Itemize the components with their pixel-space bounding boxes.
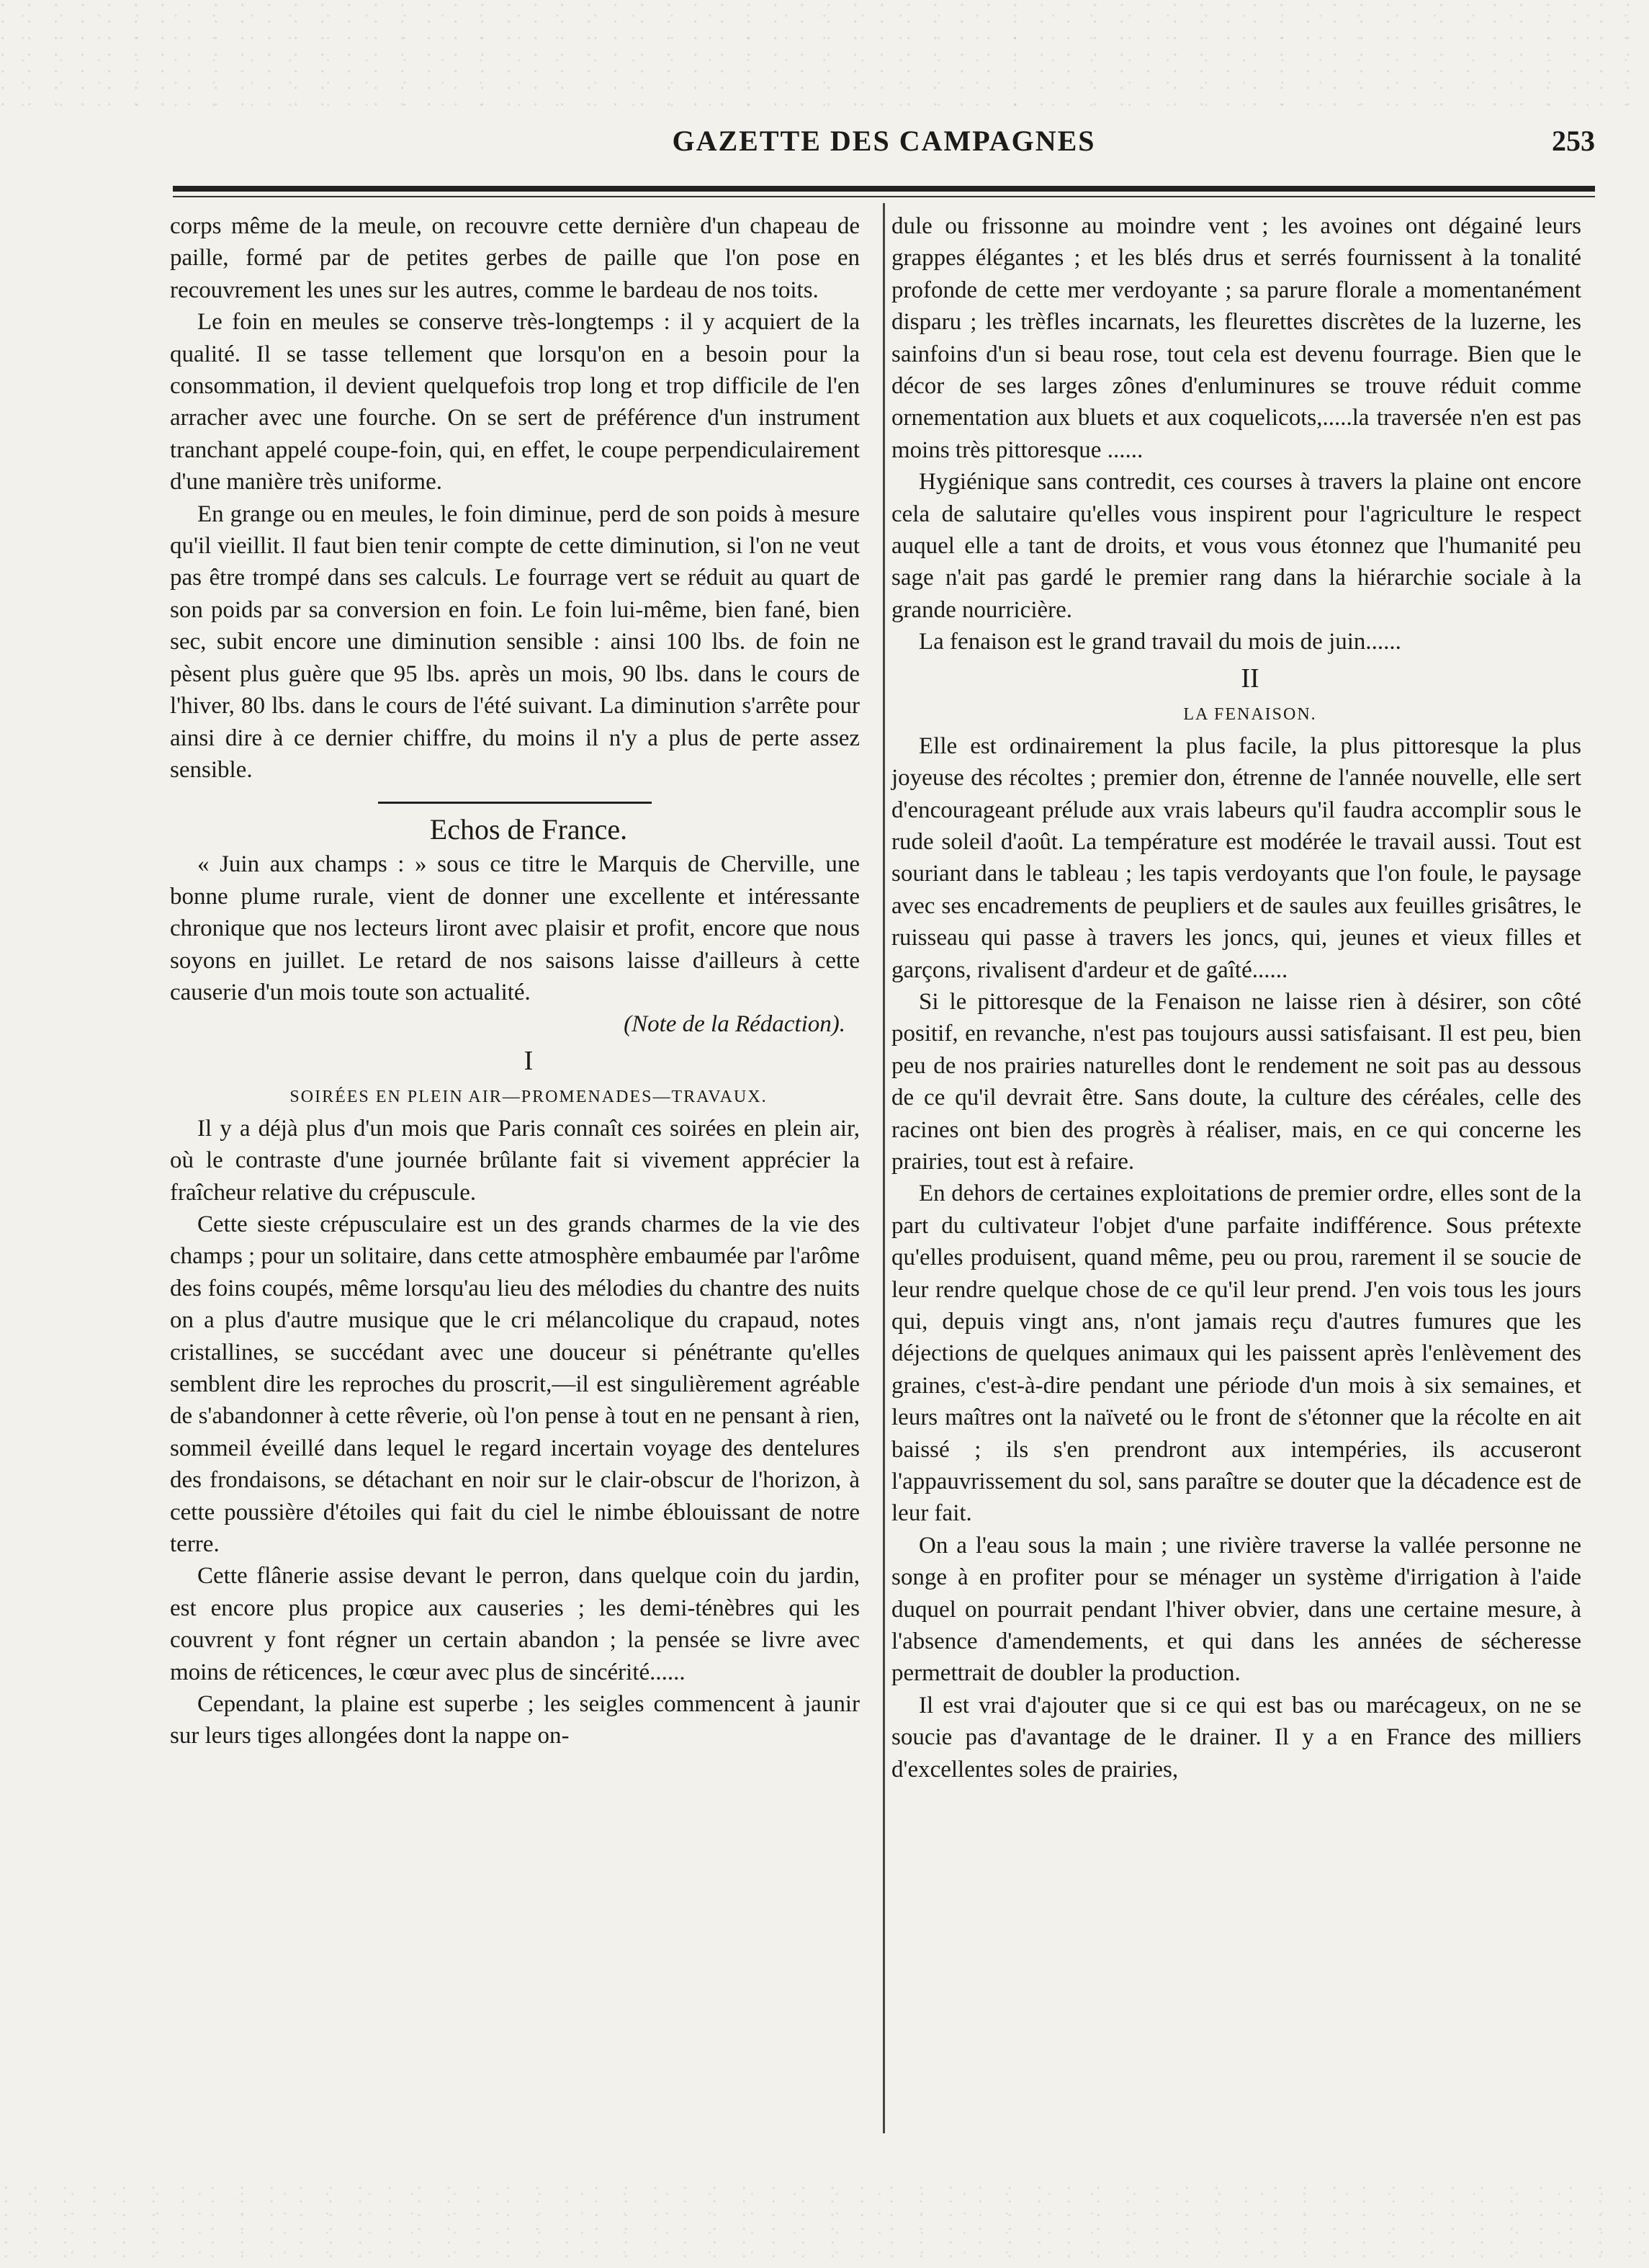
- paragraph: Si le pittoresque de la Fenaison ne laisse rien à désirer, son côté positif, en revanche, n'est pas toujours aussi satisfaisant. Il est peu, bien peu de nos prairies naturelles dont le rendement ne soit pas au dessous de ce qu'il devrait être. Sans doute, la culture des céréales, celle des racines ont bien des progrès à réaliser, mais, en ce qui concerne les prairies, tout est à refaire.: [891, 988, 1581, 1175]
- paragraph: Il y a déjà plus d'un mois que Paris connaît ces soirées en plein air, où le contraste d'une journée brûlante fait si vivement apprécier la fraîcheur relative du crépuscule.: [170, 1115, 860, 1206]
- paragraph: On a l'eau sous la main ; une rivière traverse la vallée personne ne songe à en profiter pour se ménager un système d'irrigation à l'aide duquel on pourrait pendant l'hiver obvier, dans une certaine mesure, à l'absence d'amendements, et qui dans les années de sécheresse permettrait de doubler la production.: [891, 1532, 1581, 1687]
- attribution: (Note de la Rédaction).: [624, 1011, 845, 1038]
- part-number: I: [524, 1045, 534, 1076]
- column-divider: [883, 203, 885, 2133]
- paragraph: En grange ou en meules, le foin diminue, perd de son poids à mesure qu'il vieillit. Il faut bien tenir compte de cette diminution, si l'on ne veut pas être trompé dans ses calculs. Le fourrage vert se réduit au quart de son poids par sa conversion en foin. Le foin lui-même, bien fané, bien sec, subit encore une diminution sensible : ainsi 100 lbs. de foin ne pèsent plus guère que 95 lbs. après un mois, 90 lbs. dans le cours de l'hiver, 80 lbs. dans le cours de l'été suivant. La diminution s'arrête pour ainsi dire à ce dernier chiffre, du moins il n'y a plus de perte assez sensible.: [170, 501, 860, 783]
- right-column: [891, 210, 1581, 1785]
- paragraph: Cette flânerie assise devant le perron, dans quelque coin du jardin, est encore plus propice aux causeries ; les demi-ténèbres qui les couvrent y font régner un certain abandon ; la pensée se livre avec moins de réticences, le cœur avec plus de sincérité......: [170, 1563, 860, 1685]
- section-heading: Echos de France.: [429, 813, 628, 846]
- paragraph: Le foin en meules se conserve très-longtemps : il y acquiert de la qualité. Il se tasse tellement que lorsqu'on en a besoin pour la consommation, il devient quelquefois trop long et trop difficile de l'en arracher avec une fourche. On se sert de préférence d'un instrument tranchant appelé coupe-foin, qui, en effet, le coupe perpendiculairement d'une manière très uniforme.: [170, 309, 860, 496]
- paragraph: Elle est ordinairement la plus facile, la plus pittoresque la plus joyeuse des récoltes ; premier don, étrenne de l'année nouvelle, elle sert d'encourageant prélude aux vrais labeurs qu'il faudra accomplir sous le rude soleil d'août. La température est modérée le travail aussi. Tout est souriant dans le tableau ; les tapis verdoyants que l'on foule, le paysage avec ses encadrements de peupliers et de saules aux feuilles grisâtres, le ruisseau qui passe à travers les joncs, qui, jeunes et vieux filles et garçons, rivalisent d'ardeur et de gaîté......: [891, 732, 1581, 983]
- page-header: [173, 121, 1595, 164]
- paragraph: Hygiénique sans contredit, ces courses à travers la plaine ont encore cela de salutaire qu'elles vous inspirent pour l'agriculture le respect auquel elle a tant de droits, et vous vous étonnez que l'humanité peu sage n'ait pas gardé le premier rang dans la hiérarchie sociale à la grande nourricière.: [891, 469, 1581, 623]
- paragraph: « Juin aux champs : » sous ce titre le Marquis de Cherville, une bonne plume rurale, vient de donner une excellente et intéressante chronique que nos lecteurs liront avec plaisir et profit, encore que nous soyons en juillet. Le retard de nos saisons laisse d'ailleurs à cette causerie d'un mois toute son actualité.: [170, 851, 860, 1005]
- scan-noise-bottom: [0, 2182, 1649, 2268]
- page-number: 253: [1552, 125, 1595, 157]
- part-number: II: [1241, 663, 1259, 694]
- paragraph: dule ou frissonne au moindre vent ; les avoines ont dégainé leurs grappes élégantes ; et les blés drus et serrés fournissent à la tonalité profonde de cette mer verdoyante ; sa parure florale a momentanément disparu ; les trèfles incarnats, les fleurettes discrètes de la luzerne, les sainfoins d'un si beau rose, tout cela est devenu fourrage. Bien que le décor de ses larges zônes d'enluminures se trouve réduit comme ornementation aux bluets et aux coquelicots,.....la traversée n'en est pas moins très pittoresque ......: [891, 213, 1581, 463]
- header-rule-thick: [173, 186, 1595, 192]
- left-column: [170, 210, 860, 1752]
- running-title: GAZETTE DES CAMPAGNES: [672, 125, 1096, 157]
- paragraph: Cependant, la plaine est superbe ; les seigles commencent à jaunir sur leurs tiges allongées dont la nappe on-: [170, 1691, 860, 1749]
- section-separator: [378, 802, 652, 804]
- header-rule-thin: [173, 196, 1595, 197]
- paragraph: corps même de la meule, on recouvre cette dernière d'un chapeau de paille, formé par de petites gerbes de paille que l'on pose en recouvrement les unes sur les autres, comme le bardeau de nos toits.: [170, 213, 860, 303]
- subheading: SOIRÉES EN PLEIN AIR—PROMENADES—TRAVAUX.: [289, 1087, 768, 1106]
- paragraph: Cette sieste crépusculaire est un des grands charmes de la vie des champs ; pour un solitaire, dans cette atmosphère embaumée par l'arôme des foins coupés, même lorsqu'au lieu des mélodies du chantre des nuits on a plus d'autre musique que le cri mélancolique du crapaud, notes cristallines, se succédant avec une douceur si pénétrante qu'elles semblent dire les reproches du proscrit,—il est singulièrement agréable de s'abandonner à cette rêverie, où l'on pense à tout en ne pensant à rien, sommeil éveillé dans lequel le regard incertain voyage des dentelures des frondaisons, se détachant en noir sur le clair-obscur de l'horizon, à cette poussière d'étoiles qui fait du ciel le nimbe éblouissant de notre terre.: [170, 1211, 861, 1558]
- paragraph: Il est vrai d'ajouter que si ce qui est bas ou marécageux, on ne se soucie pas d'avantage de le drainer. Il y a en France des milliers d'excellentes soles de prairies,: [891, 1692, 1581, 1783]
- paragraph: La fenaison est le grand travail du mois de juin......: [919, 629, 1401, 655]
- paragraph: En dehors de certaines exploitations de premier ordre, elles sont de la part du cultivateur l'objet d'une parfaite indifférence. Sous prétexte qu'elles produisent, quand même, peu ou prou, rarement il se soucie de leur rendre quelque chose de ce qu'il leur prend. J'en vois tous les jours qui, depuis vingt ans, n'ont jamais reçu d'autres fumures que les déjections de quelques animaux qui les paissent après l'enlèvement des graines, c'est-à-dire pendant une période d'un mois à six semaines, et leurs maîtres ont la naïveté ou le front de s'étonner que la récolte en ait baissé ; ils s'en prendront aux intempéries, ils accuseront l'appauvrissement du sol, sans paraître se douter que la décadence est de leur fait.: [891, 1180, 1581, 1527]
- scan-noise-top: [0, 0, 1649, 108]
- subheading: LA FENAISON.: [1183, 704, 1317, 724]
